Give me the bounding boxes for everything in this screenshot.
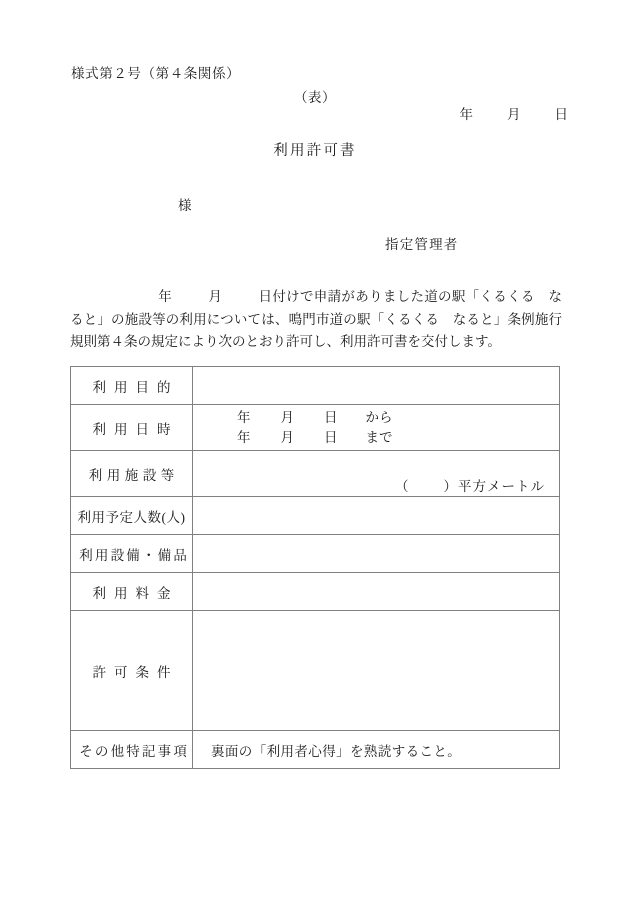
row-label-equipment: 利用設備・備品	[71, 535, 193, 573]
facility-area-field	[203, 475, 549, 495]
table-row-fee	[71, 573, 560, 611]
to-day: 日	[324, 429, 338, 445]
table-row-people	[71, 497, 560, 535]
table-row-other-notes	[71, 731, 560, 769]
table-row-conditions	[71, 611, 560, 731]
permit-details-table	[70, 366, 560, 769]
header-date-day: 日	[554, 107, 568, 122]
header-date-month: 月	[507, 107, 521, 122]
header-date-year: 年	[459, 107, 473, 122]
area-close-paren: ）	[443, 478, 458, 494]
table-row-equipment	[71, 535, 560, 573]
datetime-to-line	[237, 428, 549, 448]
body-date-month: 月	[208, 289, 223, 304]
row-value-conditions[interactable]	[193, 611, 560, 731]
form-number: 様式第２号（第４条関係）	[71, 66, 241, 81]
header-date-line	[460, 103, 569, 123]
row-value-other-notes[interactable]	[193, 731, 560, 769]
row-value-datetime[interactable]	[193, 405, 560, 451]
datetime-fields	[203, 408, 549, 448]
from-month: 月	[280, 409, 294, 425]
area-unit: 平方メートル	[458, 478, 545, 494]
row-label-purpose: 利用目的	[71, 367, 193, 405]
row-label-fee: 利用料金	[71, 573, 193, 611]
to-year: 年	[237, 429, 251, 445]
to-suffix: まで	[365, 429, 393, 445]
from-suffix: から	[365, 409, 393, 425]
datetime-from-line	[237, 408, 549, 428]
other-notes-text: 裏面の「利用者心得」を熟読すること。	[211, 743, 462, 759]
body-paragraph-text: 日付けで申請がありました道の駅「くるくる なると」の施設等の利用については、鳴門市道の駅「くるくる なると」条例施行規則第４条の規定により次のとおり許可し、利用許可書を交付します。	[70, 289, 563, 349]
row-label-datetime: 利用日時	[71, 405, 193, 451]
issuer-label: 指定管理者	[385, 237, 459, 252]
row-value-people[interactable]	[193, 497, 560, 535]
body-paragraph	[70, 286, 562, 354]
table-row-purpose	[71, 367, 560, 405]
page-title: 利用許可書	[273, 143, 357, 159]
row-label-other-notes: その他特記事項	[71, 731, 193, 769]
body-date-year: 年	[158, 289, 173, 304]
row-label-facility: 利用施設等	[71, 451, 193, 497]
to-month: 月	[280, 429, 294, 445]
row-value-facility[interactable]	[193, 451, 560, 497]
row-value-purpose[interactable]	[193, 367, 560, 405]
from-year: 年	[237, 409, 251, 425]
table-row-datetime	[71, 405, 560, 451]
row-value-fee[interactable]	[193, 573, 560, 611]
side-marker: （表）	[294, 90, 336, 105]
area-open-paren: （	[395, 478, 410, 494]
addressee-honorific: 様	[178, 198, 192, 213]
row-label-people: 利用予定人数(人)	[71, 497, 193, 535]
row-label-conditions: 許可条件	[71, 611, 193, 731]
row-value-equipment[interactable]	[193, 535, 560, 573]
table-row-facility	[71, 451, 560, 497]
from-day: 日	[324, 409, 338, 425]
